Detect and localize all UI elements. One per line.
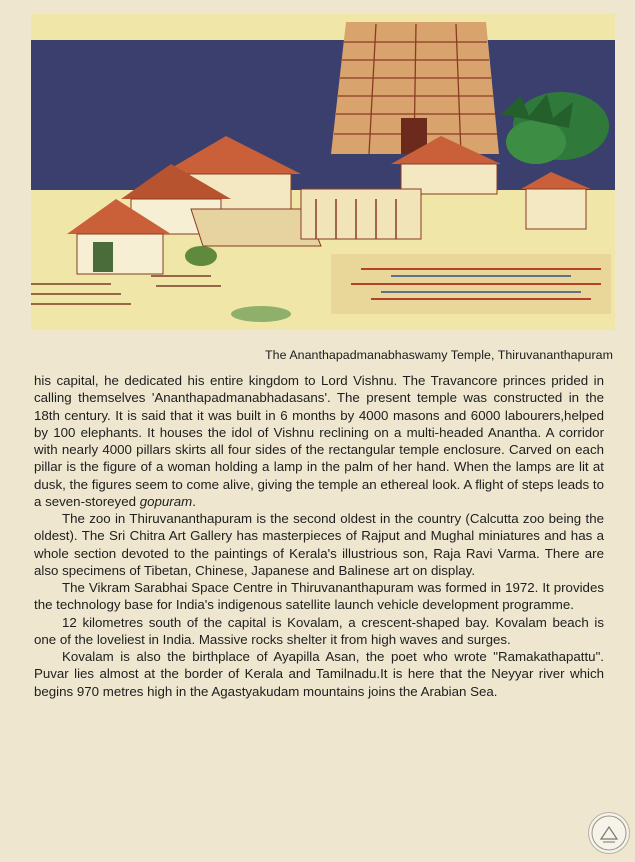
paragraph-zoo: The zoo in Thiruvananthapuram is the second oldest in the country (Calcutta zoo being the oldest). The Sri Chitra Art Gallery has masterpieces of Rajput and Mughal miniatures and has a whole section devoted to the paintings of Kerala's illustrious son, Raja Ravi Varma. There are also specimens of Tibetan, Chinese, Japanese and Balinese art on display. xyxy=(34,511,604,578)
library-stamp-icon xyxy=(588,812,630,854)
article-body xyxy=(34,372,604,700)
temple-drawing xyxy=(31,14,615,330)
paragraph-temple: his capital, he dedicated his entire kingdom to Lord Vishnu. The Travancore princes prided in calling themselves 'Ananthapadmanabhadasans'. The present temple was constructed in the 18th century. It is said that it was built in 6 months by 4000 masons and 6000 labourers,helped by 100 elephants. It houses the idol of Vishnu reclining on a multi-headed Anantha. A corridor with nearly 4000 pillars skirts all four sides of the rectangular temple enclosure. Carved on each pillar is the figure of a woman holding a lamp in the palm of her hand. When the lamps are lit at dusk, the figures seem to come alive, giving the temple an ethereal look. A flight of steps leads to a seven-storeyed gopuram. xyxy=(34,373,604,509)
temple-illustration xyxy=(31,14,615,330)
gopuram-term: gopuram xyxy=(139,493,193,509)
paragraph-kovalam: 12 kilometres south of the capital is Kovalam, a crescent-shaped bay. Kovalam beach is one of the loveliest in India. Massive rocks shelter it from high waves and surges. xyxy=(34,614,604,647)
paragraph-space-centre: The Vikram Sarabhai Space Centre in Thiruvananthapuram was formed in 1972. It provides the technology base for India's indigenous satellite launch vehicle development programme. xyxy=(34,580,604,613)
illustration-caption: The Ananthapadmanabhaswamy Temple, Thiruvananthapuram xyxy=(265,348,613,362)
paragraph-ayapilla: Kovalam is also the birthplace of Ayapilla Asan, the poet who wrote "Ramakathapattu". Puvar lies almost at the border of Kerala and Tamilnadu.It is here that the Neyyar river which begins 970 metres high in the Agastyakudam mountains joins the Arabian Sea. xyxy=(34,649,604,699)
